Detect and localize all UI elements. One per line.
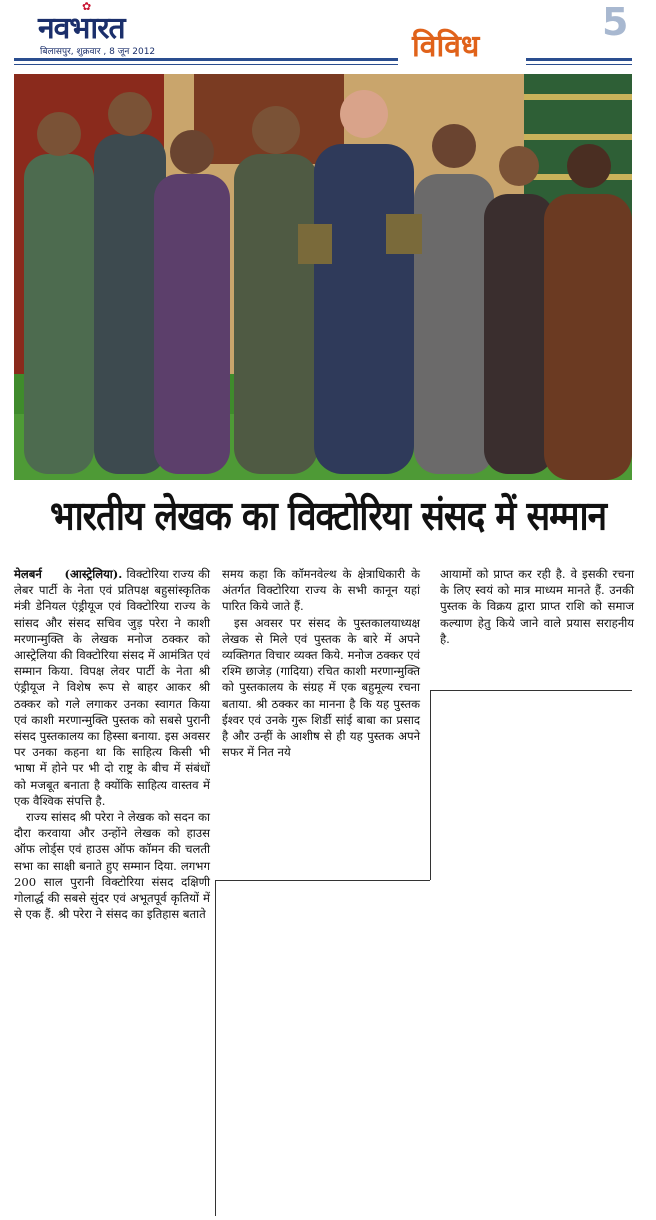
edition-dateline: बिलासपुर, शुक्रवार , 8 जून 2012 [40,47,156,57]
masthead [0,0,656,70]
logo-emblem-icon: ✿ [82,0,92,13]
article-column-3 [440,566,634,647]
masthead-rule-right-thin [526,64,632,65]
article-paragraph: राज्य सांसद श्री परेरा ने लेखक को सदन का दौरा करवाया और उन्होंने लेखक को हाउस ऑफ लोर्ड्स एवं हाउस ऑफ कॉमन की चलती सभा का साक्षी बनाते हुए सम्मान दिया. लगभग 200 साल पुरानी विक्टोरिया संसद दक्षिणी गोलार्द्ध की सबसे सुंदर एवं अभूतपूर्व कृतियों में से एक हैं. श्री परेरा ने संसद का इतिहास बताते [14,810,210,922]
column-divider [215,880,430,881]
section-title: विविध [412,29,480,64]
article-column-2 [222,566,420,760]
article-paragraph: समय कहा कि कॉमनवेल्थ के क्षेत्राधिकारी के अंतर्गत विक्टोरिया राज्य के सभी कानून यहां पारित किये जाते हैं. [222,567,420,614]
article-paragraph [14,566,210,809]
column-divider [430,690,431,880]
column-divider [430,690,632,691]
page-number: 5 [602,0,629,44]
column-divider [215,880,216,1216]
article-dateline-country: (आस्ट्रेलिया). [64,567,123,581]
article-headline: भारतीय लेखक का विक्टोरिया संसद में सम्मान [49,493,607,540]
masthead-rule-left [14,58,398,61]
article-text: विक्टोरिया राज्य की लेबर पार्टी के नेता एवं प्रतिपक्ष बहुसांस्कृतिक मंत्री डेनियल एंड्रीयूज एवं विक्टोरिया राज्य के सांसद और संसद सचिव जुड़ परेरा ने काशी मरणान्मुक्ति के लेखक मनोज ठक्कर को आस्ट्रेलिया की विक्टोरिया संसद में आमंत्रित एवं सम्मान किया. विपक्ष लेवर पार्टी के नेता श्री एंड्रीयूज ने विशेष रूप से बाहर आकर श्री ठक्कर को गले लगाकर उनका स्वागत किया एवं काशी मरणान्मुक्ति पुस्तक को सबसे पुरानी संसद पुस्तकालय का हिस्सा बनाया. इस अवसर पर उनका कहना था कि साहित्य किसी भी भाषा में होने पर भी दो राष्ट्र के बीच में संबंधों को मजबूत बनाता है क्योंकि साहित्य वास्तव में एक वैश्विक संपत्ति है. [14,567,210,808]
article-dateline-spacer [42,567,65,581]
masthead-rule-right [526,58,632,61]
article-column-1 [14,566,210,922]
group-photo [14,74,632,480]
article-paragraph: इस अवसर पर संसद के पुस्तकालयाध्यक्ष लेखक से मिले एवं पुस्तक के बारे में अपने व्यक्तिगत विचार व्यक्त किये. मनोज ठक्कर एवं रश्मि छाजेड़ (गादिया) रचित काशी मरणान्मुक्ति को पुस्तकालय के संग्रह में एक बहुमूल्य रचना बताया. श्री ठक्कर का मानना है कि यह पुस्तक ईश्वर एवं उनके गुरू शिर्डी सांई बाबा का प्रसाद है और उन्हीं के आशीष से ही यह पुस्तक अपने सफर में नित नये [222,615,420,760]
article-dateline-city: मेलबर्न [14,567,42,581]
newspaper-logo: नवभारत [38,11,125,46]
masthead-rule-left-thin [14,64,398,65]
article-paragraph: आयामों को प्राप्त कर रही है. वे इसकी रचना के लिए स्वयं को मात्र माध्यम मानते हैं. उनकी पुस्तक के विक्रय द्वारा प्राप्त राशि को समाज कल्याण हेतु किये जाने वाले प्रयास सराहनीय है. [440,567,634,646]
